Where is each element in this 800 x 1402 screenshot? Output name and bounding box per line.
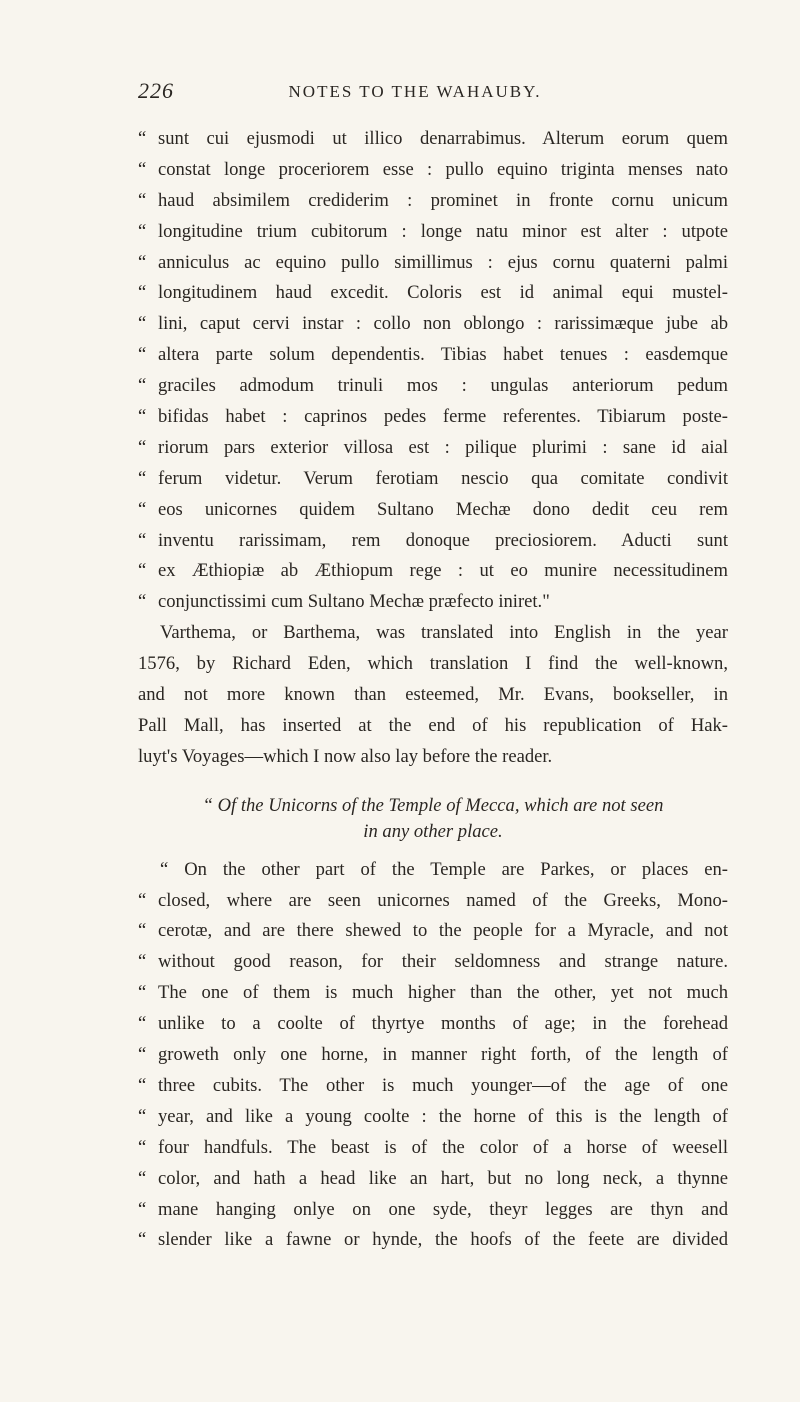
- quote-mark: “: [138, 982, 147, 1004]
- line-text: inventu rarissimam, rem donoque preciosiorem. Aducti sunt: [158, 529, 728, 551]
- text-line: [138, 556, 728, 587]
- section-heading-line-1: “ Of the Unicorns of the Temple of Mecca, which are not seen: [202, 794, 664, 816]
- line-text: ex Æthiopiæ ab Æthiopum rege : ut eo munire necessitudinem: [158, 560, 728, 582]
- quote-mark: “: [138, 220, 147, 242]
- quote-mark: “: [138, 1198, 147, 1220]
- line-text: The one of them is much higher than the other, yet not much: [158, 982, 728, 1004]
- text-line: [138, 464, 728, 495]
- quote-mark: “: [138, 251, 147, 273]
- text-line: [138, 155, 728, 186]
- line-text: four handfuls. The beast is of the color of a horse of weesell: [158, 1136, 728, 1158]
- text-line: [138, 649, 728, 680]
- line-text: haud absimilem crediderim : prominet in fronte cornu unicum: [158, 189, 728, 211]
- text-block: [138, 124, 728, 1256]
- line-text: lini, caput cervi instar : collo non oblongo : rarissimæque jube ab: [158, 313, 728, 335]
- quote-mark: “: [138, 189, 147, 211]
- quote-mark: “: [138, 889, 147, 911]
- quote-mark: “: [138, 406, 147, 428]
- text-line: [138, 978, 728, 1009]
- text-line: [138, 309, 728, 340]
- quote-mark: “: [138, 529, 147, 551]
- text-line: [138, 217, 728, 248]
- section-heading-line-2: in any other place.: [363, 820, 503, 842]
- text-line: [138, 371, 728, 402]
- line-text: closed, where are seen unicornes named of the Greeks, Mono-: [158, 889, 728, 911]
- text-line: [138, 1225, 728, 1256]
- text-line: [138, 402, 728, 433]
- line-text: mane hanging onlye on one syde, theyr legges are thyn and: [158, 1198, 728, 1220]
- line-text: riorum pars exterior villosa est : pilique plurimi : sane id aial: [158, 436, 728, 458]
- quote-mark: “: [138, 1013, 147, 1035]
- line-text: longitudine trium cubitorum : longe natu minor est alter : utpote: [158, 220, 728, 242]
- text-line: [138, 742, 728, 773]
- quote-mark: “: [138, 1136, 147, 1158]
- line-text: anniculus ac equino pullo simillimus : ejus cornu quaterni palmi: [158, 251, 728, 273]
- quote-mark: “: [138, 951, 147, 973]
- text-line: [138, 1195, 728, 1226]
- text-line: [138, 1164, 728, 1195]
- quote-mark: “: [138, 920, 147, 942]
- line-text: sunt cui ejusmodi ut illico denarrabimus. Alterum eorum quem: [158, 128, 728, 149]
- line-text: Varthema, or Barthema, was translated into English in the year: [160, 622, 728, 644]
- line-text: groweth only one horne, in manner right forth, of the length of: [158, 1044, 728, 1066]
- quote-mark: “: [138, 1167, 147, 1189]
- line-text: and not more known than esteemed, Mr. Evans, bookseller, in: [138, 684, 728, 706]
- line-text: color, and hath a head like an hart, but no long neck, a thynne: [158, 1167, 728, 1189]
- text-line: [138, 526, 728, 557]
- text-line: [138, 1071, 728, 1102]
- line-text: luyt's Voyages—which I now also lay before the reader.: [138, 745, 553, 767]
- text-line: [138, 278, 728, 309]
- page-header: [0, 78, 800, 114]
- quote-mark: “: [138, 344, 147, 366]
- text-line: [138, 186, 728, 217]
- text-line: [138, 1040, 728, 1071]
- quote-mark: “: [138, 560, 147, 582]
- line-text: “ On the other part of the Temple are Parkes, or places en-: [160, 858, 728, 880]
- text-line: [138, 855, 728, 886]
- line-text: unlike to a coolte of thyrtye months of age; in the forehead: [158, 1013, 728, 1035]
- line-text: without good reason, for their seldomness and strange nature.: [158, 951, 728, 973]
- quote-mark: “: [138, 158, 147, 180]
- text-line: [138, 680, 728, 711]
- line-text: graciles admodum trinuli mos : ungulas anteriorum pedum: [158, 375, 728, 397]
- text-line: [138, 248, 728, 279]
- quote-mark: “: [138, 436, 147, 458]
- text-line: [138, 886, 728, 917]
- text-line: [138, 1102, 728, 1133]
- line-text: longitudinem haud excedit. Coloris est id animal equi mustel-: [158, 282, 728, 304]
- line-text: cerotæ, and are there shewed to the people for a Myracle, and not: [158, 920, 728, 942]
- quote-mark: “: [138, 282, 147, 304]
- quote-mark: “: [138, 467, 147, 489]
- english-quotation: [138, 855, 728, 1257]
- text-line: [138, 587, 728, 618]
- line-text: constat longe proceriorem esse : pullo equino triginta menses nato: [158, 158, 728, 180]
- line-text: bifidas habet : caprinos pedes ferme referentes. Tibiarum poste-: [158, 406, 728, 428]
- quote-mark: “: [138, 375, 147, 397]
- running-title: NOTES TO THE WAHAUBY.: [288, 82, 542, 101]
- text-line: [138, 340, 728, 371]
- quote-mark: “: [138, 128, 147, 149]
- line-text: three cubits. The other is much younger—of the age of one: [158, 1074, 728, 1096]
- text-line: [138, 947, 728, 978]
- text-line: [138, 711, 728, 742]
- line-text: year, and like a young coolte : the horne of this is the length of: [158, 1105, 728, 1127]
- line-text: 1576, by Richard Eden, which translation I find the well-known,: [138, 653, 728, 675]
- text-line: [138, 495, 728, 526]
- line-text: ferum videtur. Verum ferotiam nescio qua comitate condivit: [158, 467, 728, 489]
- line-text: slender like a fawne or hynde, the hoofs of the feete are divided: [158, 1229, 728, 1251]
- quote-mark: “: [138, 591, 147, 613]
- quote-mark: “: [138, 1105, 147, 1127]
- quote-mark: “: [138, 1229, 147, 1251]
- text-line: [138, 124, 728, 155]
- line-text: altera parte solum dependentis. Tibias habet tenues : easdemque: [158, 344, 728, 366]
- quote-mark: “: [138, 313, 147, 335]
- quote-mark: “: [138, 1074, 147, 1096]
- line-text: conjunctissimi cum Sultano Mechæ præfecto iniret.": [158, 591, 550, 613]
- line-text: Pall Mall, has inserted at the end of his republication of Hak-: [138, 714, 728, 736]
- quote-mark: “: [138, 498, 147, 520]
- text-line: [138, 916, 728, 947]
- text-line: [138, 1133, 728, 1164]
- page-number: 226: [138, 78, 174, 103]
- text-line: [138, 1009, 728, 1040]
- text-line: [138, 618, 728, 649]
- quote-mark: “: [138, 1044, 147, 1066]
- body-paragraph: [138, 618, 728, 772]
- line-text: eos unicornes quidem Sultano Mechæ dono dedit ceu rem: [158, 498, 728, 520]
- text-line: [138, 433, 728, 464]
- latin-quotation: [138, 124, 728, 618]
